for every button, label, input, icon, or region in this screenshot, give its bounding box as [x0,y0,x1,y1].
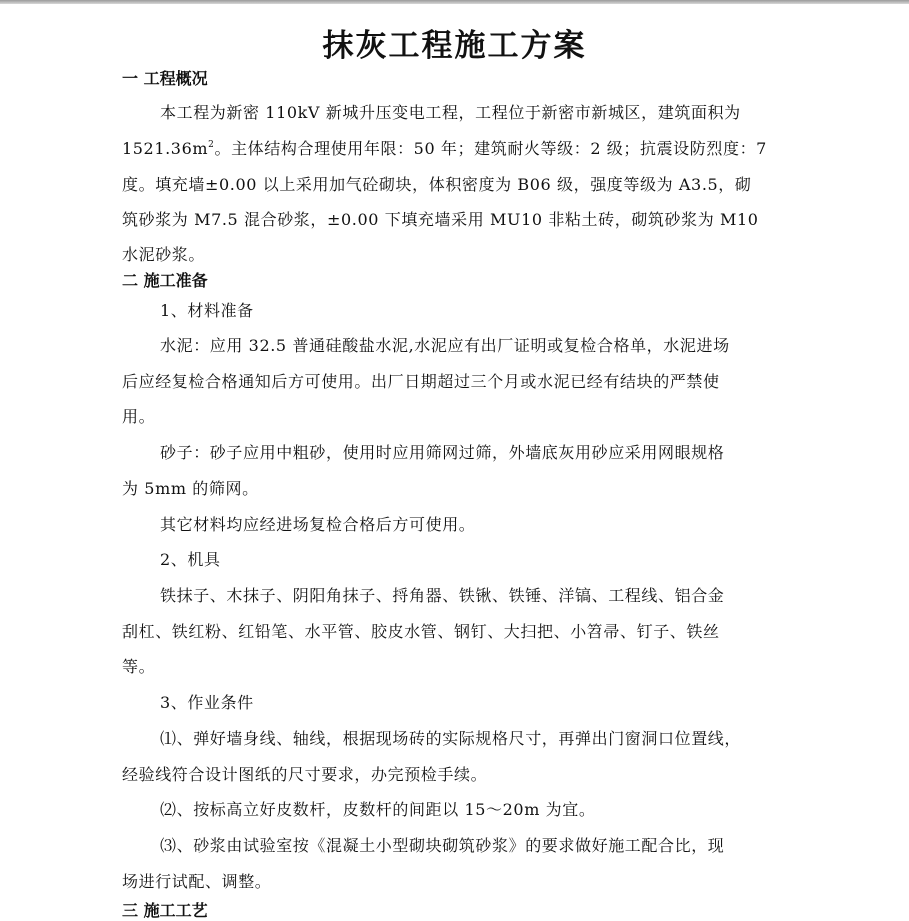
document-title: 抹灰工程施工方案 [322,28,587,64]
cement-line: 水泥：应用 32.5 普通硅酸盐水泥,水泥应有出厂证明或复检合格单，水泥进场 [160,336,730,355]
cement-line: 用。 [122,407,156,426]
cement-line: 后应经复检合格通知后方可使用。出厂日期超过三个月或水泥已经有结块的严禁使 [122,372,720,391]
subsection-title-tools: 2、机具 [160,550,221,569]
subsection-title-materials: 1、材料准备 [160,301,254,320]
condition-line: ⑴、弹好墙身线、轴线，根据现场砖的实际规格尺寸，再弹出门窗洞口位置线， [160,729,742,748]
other-materials-line: 其它材料均应经进场复检合格后方可使用。 [160,515,476,534]
overview-line: 水泥砂浆。 [122,245,206,264]
section-heading-process: 三 施工工艺 [122,901,208,920]
condition-line: ⑶、砂浆由试验室按《混凝土小型砌块砌筑砂浆》的要求做好施工配合比，现 [160,836,725,855]
section-heading-overview: 一 工程概况 [122,69,208,88]
overview-line: 筑砂浆为 M7.5 混合砂浆，±0.00 下填充墙采用 MU10 非粘土砖，砌筑砂浆为 M10 [122,210,759,229]
superscript: 2 [208,140,215,150]
sand-line: 砂子：砂子应用中粗砂，使用时应用筛网过筛，外墙底灰用砂应采用网眼规格 [160,443,725,462]
tools-line: 等。 [122,657,156,676]
overview-line: 本工程为新密 110kV 新城升压变电工程，工程位于新密市新城区，建筑面积为 [160,103,741,122]
sand-line: 为 5mm 的筛网。 [122,479,259,498]
condition-line: 经验线符合设计图纸的尺寸要求，办完预检手续。 [122,765,488,784]
subsection-title-conditions: 3、作业条件 [160,693,254,712]
condition-line: ⑵、按标高立好皮数杆，皮数杆的间距以 15～20m 为宜。 [160,800,596,819]
overview-line: 度。填充墙±0.00 以上采用加气砼砌块，体积密度为 B06 级，强度等级为 A3.5，砌 [122,175,752,194]
overview-line: $1521.36m^2$。主体结构合理使用年限：50 年；建筑耐火等级：2 级；抗震设防烈度：7 [122,139,767,158]
tools-line: 刮杠、铁红粉、红铅笔、水平管、胶皮水管、钢钉、大扫把、小笤帚、钉子、铁丝 [122,622,720,641]
section-heading-preparation: 二 施工准备 [122,271,208,290]
condition-line: 场进行试配、调整。 [122,872,272,891]
tools-line: 铁抹子、木抹子、阴阳角抹子、捋角器、铁锹、铁锤、洋镐、工程线、铝合金 [160,586,725,605]
